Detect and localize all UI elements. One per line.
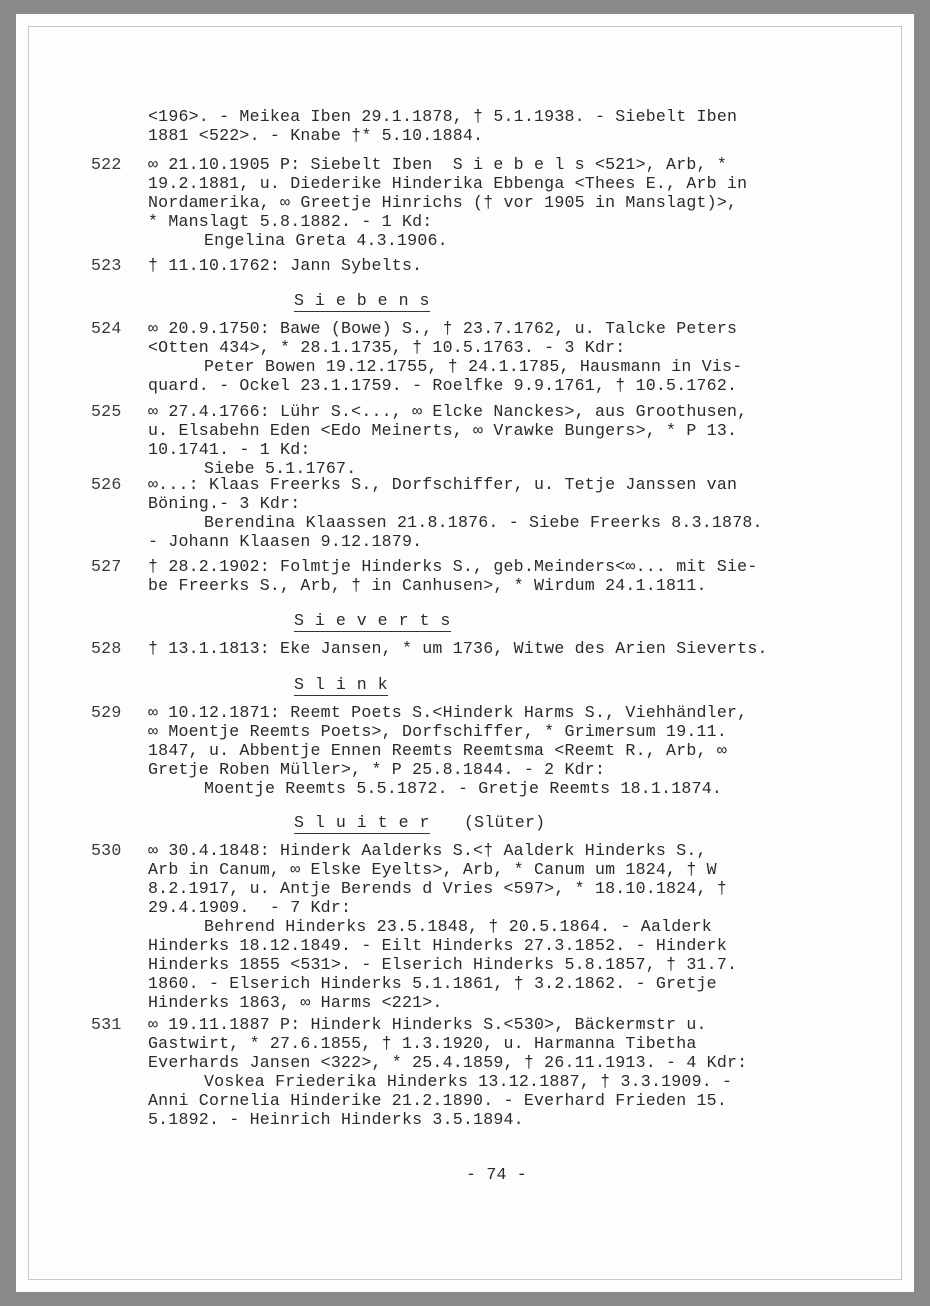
text-line: Hinderks 1863, ∞ Harms <221>. [148, 993, 443, 1012]
entry-number: 526 [91, 475, 122, 494]
text-line: ∞ Moentje Reemts Poets>, Dorfschiffer, * Grimersum 19.11. [148, 722, 727, 741]
text-line: - Johann Klaasen 9.12.1879. [148, 532, 423, 551]
text-line: † 13.1.1813: Eke Jansen, * um 1736, Witwe des Arien Sieverts. [148, 639, 768, 658]
text-line: ∞ 27.4.1766: Lühr S.<..., ∞ Elcke Nanckes>, aus Groothusen, [148, 402, 748, 421]
text-line: Hinderks 1855 <531>. - Elserich Hinderks 5.8.1857, † 31.7. [148, 955, 738, 974]
text-line: Böning.- 3 Kdr: [148, 494, 301, 513]
text-line: quard. - Ockel 23.1.1759. - Roelfke 9.9.1761, † 10.5.1762. [148, 376, 738, 395]
text-line: <Otten 434>, * 28.1.1735, † 10.5.1763. - 3 Kdr: [148, 338, 626, 357]
text-line: Moentje Reemts 5.5.1872. - Gretje Reemts 18.1.1874. [204, 779, 723, 798]
text-line: Peter Bowen 19.12.1755, † 24.1.1785, Hausmann in Vis- [204, 357, 743, 376]
text-line: Arb in Canum, ∞ Elske Eyelts>, Arb, * Canum um 1824, † W [148, 860, 717, 879]
text-line: Gastwirt, * 27.6.1855, † 1.3.1920, u. Harmanna Tibetha [148, 1034, 697, 1053]
text-line: Voskea Friederika Hinderks 13.12.1887, † 3.3.1909. - [204, 1072, 733, 1091]
text-line: 1847, u. Abbentje Ennen Reemts Reemtsma <Reemt R., Arb, ∞ [148, 741, 727, 760]
text-line: 8.2.1917, u. Antje Berends d Vries <597>, * 18.10.1824, † [148, 879, 727, 898]
text-line: 10.1741. - 1 Kd: [148, 440, 311, 459]
text-line: ∞ 19.11.1887 P: Hinderk Hinderks S.<530>, Bäckermstr u. [148, 1015, 707, 1034]
text-line: Behrend Hinderks 23.5.1848, † 20.5.1864. - Aalderk [204, 917, 712, 936]
text-line: 1881 <522>. - Knabe †* 5.10.1884. [148, 126, 484, 145]
text-line: u. Elsabehn Eden <Edo Meinerts, ∞ Vrawke Bungers>, * P 13. [148, 421, 738, 440]
section-heading-slink: S l i n k [294, 676, 388, 696]
entry-number: 525 [91, 402, 122, 421]
text-line: ∞ 30.4.1848: Hinderk Aalderks S.<† Aalderk Hinderks S., [148, 841, 707, 860]
text-line: Everhards Jansen <322>, * 25.4.1859, † 26.11.1913. - 4 Kdr: [148, 1053, 748, 1072]
entry-number: 524 [91, 319, 122, 338]
text-line: 5.1892. - Heinrich Hinderks 3.5.1894. [148, 1110, 524, 1129]
entry-number: 529 [91, 703, 122, 722]
text-line: be Freerks S., Arb, † in Canhusen>, * Wirdum 24.1.1811. [148, 576, 707, 595]
text-line: Nordamerika, ∞ Greetje Hinrichs († vor 1905 in Manslagt)>, [148, 193, 738, 212]
text-line: Siebe 5.1.1767. [204, 459, 357, 478]
text-line: Anni Cornelia Hinderike 21.2.1890. - Everhard Frieden 15. [148, 1091, 727, 1110]
text-line: ∞...: Klaas Freerks S., Dorfschiffer, u. Tetje Janssen van [148, 475, 738, 494]
entry-number: 531 [91, 1015, 122, 1034]
section-heading-sluiter: S l u i t e r [294, 814, 430, 834]
entry-number: 527 [91, 557, 122, 576]
text-line: ∞ 10.12.1871: Reemt Poets S.<Hinderk Harms S., Viehhändler, [148, 703, 748, 722]
section-heading-sieverts: S i e v e r t s [294, 612, 451, 632]
text-line: 29.4.1909. - 7 Kdr: [148, 898, 352, 917]
text-line: * Manslagt 5.8.1882. - 1 Kd: [148, 212, 433, 231]
entry-number: 528 [91, 639, 122, 658]
page-number: - 74 - [466, 1165, 527, 1184]
text-line: ∞ 21.10.1905 P: Siebelt Iben S i e b e l s <521>, Arb, * [148, 155, 727, 174]
section-heading-siebens: S i e b e n s [294, 292, 430, 312]
text-line: † 28.2.1902: Folmtje Hinderks S., geb.Meinders<∞... mit Sie- [148, 557, 758, 576]
text-line: ∞ 20.9.1750: Bawe (Bowe) S., † 23.7.1762, u. Talcke Peters [148, 319, 738, 338]
text-line: 1860. - Elserich Hinderks 5.1.1861, † 3.2.1862. - Gretje [148, 974, 717, 993]
text-line: Gretje Roben Müller>, * P 25.8.1844. - 2 Kdr: [148, 760, 606, 779]
text-line: <196>. - Meikea Iben 29.1.1878, † 5.1.1938. - Siebelt Iben [148, 107, 738, 126]
section-heading-variant: (Slüter) [464, 813, 546, 832]
document-page [16, 14, 914, 1292]
entry-number: 522 [91, 155, 122, 174]
text-line: Engelina Greta 4.3.1906. [204, 231, 448, 250]
page-content [16, 14, 914, 1292]
text-line: Berendina Klaassen 21.8.1876. - Siebe Freerks 8.3.1878. [204, 513, 763, 532]
text-line: † 11.10.1762: Jann Sybelts. [148, 256, 423, 275]
text-line: 19.2.1881, u. Diederike Hinderika Ebbenga <Thees E., Arb in [148, 174, 748, 193]
entry-number: 530 [91, 841, 122, 860]
entry-number: 523 [91, 256, 122, 275]
text-line: Hinderks 18.12.1849. - Eilt Hinderks 27.3.1852. - Hinderk [148, 936, 727, 955]
